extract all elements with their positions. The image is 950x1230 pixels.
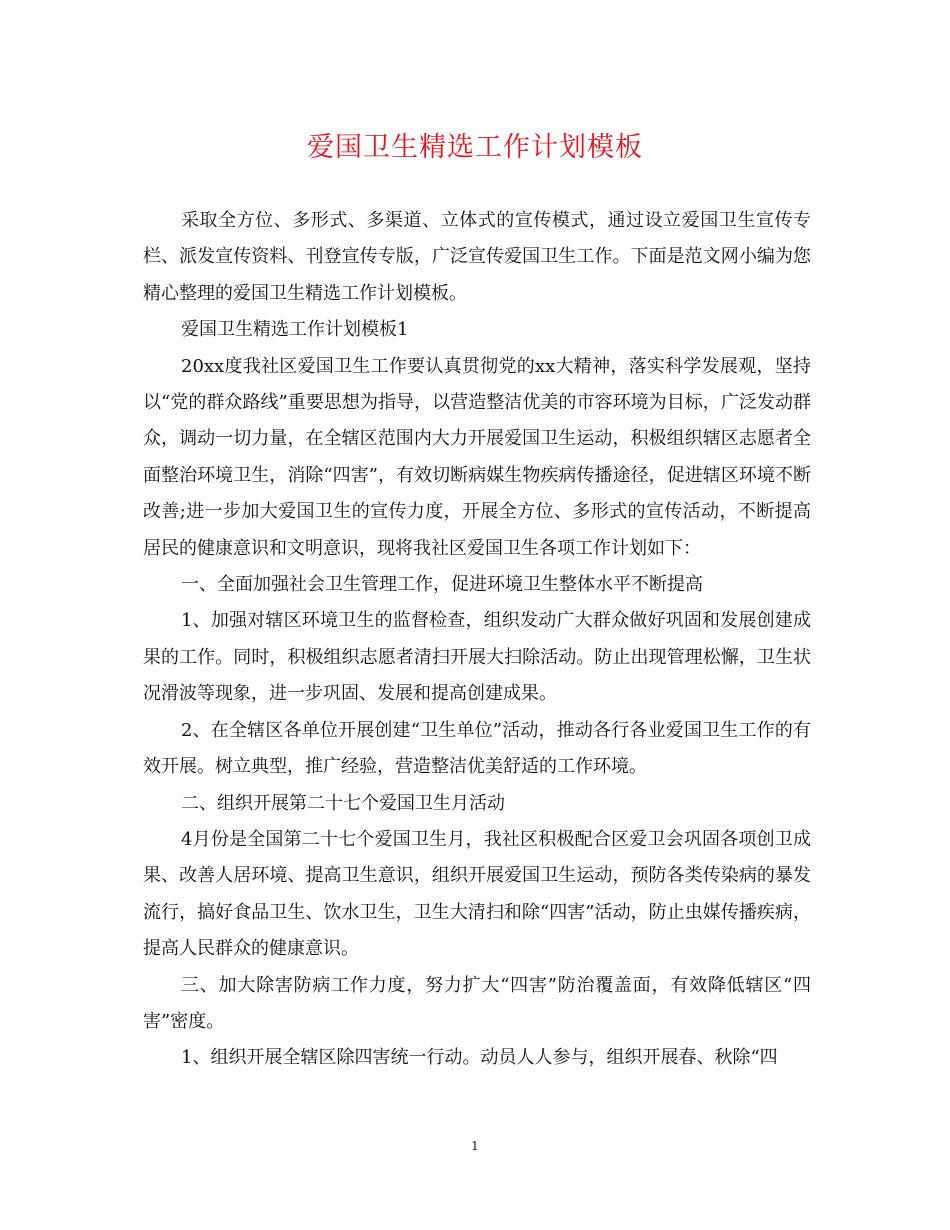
document-body (143, 203, 811, 1077)
paragraph-item-1-1: 1、加强对辖区环境卫生的监督检查，组织发动广大群众做好巩固和发展创建成果的工作。同时，积极组织志愿者清扫开展大扫除活动。防止出现管理松懈，卫生状况滑波等现象，进一步巩固、发展和提高创建成果。 (143, 610, 811, 705)
paragraph-template-heading: 爱国卫生精选工作计划模板1 (181, 319, 409, 341)
section-heading-1: 一、全面加强社会卫生管理工作，促进环境卫生整体水平不断提高 (181, 574, 703, 596)
paragraph-overview: 20xx度我社区爱国卫生工作要认真贯彻党的xx大精神，落实科学发展观，坚持以“党的群众路线”重要思想为指导，以营造整洁优美的市容环境为目标，广泛发动群众，调动一切力量，在全辖区范围内大力开展爱国卫生运动，积极组织辖区志愿者全面整治环境卫生，消除“四害”，有效切断病媒生物疾病传播途径，促进辖区环境不断改善;进一步加大爱国卫生的宣传力度，开展全方位、多形式的宣传活动，不断提高居民的健康意识和文明意识，现将我社区爱国卫生各项工作计划如下： (143, 355, 811, 559)
document-title: 爱国卫生精选工作计划模板 (307, 132, 643, 163)
section-heading-3: 三、加大除害防病工作力度，努力扩大“四害”防治覆盖面，有效降低辖区“四害”密度。 (143, 974, 811, 1032)
paragraph-item-1-2: 2、在全辖区各单位开展创建“卫生单位”活动，推动各行各业爱国卫生工作的有效开展。树立典型，推广经验，营造整洁优美舒适的工作环境。 (143, 719, 811, 778)
paragraph-intro: 采取全方位、多形式、多渠道、立体式的宣传模式，通过设立爱国卫生宣传专栏、派发宣传资料、刊登宣传专版，广泛宣传爱国卫生工作。下面是范文网小编为您精心整理的爱国卫生精选工作计划模板。 (143, 210, 811, 304)
paragraph-item-3-1: 1、组织开展全辖区除四害统一行动。动员人人参与，组织开展春、秋除“四 (181, 1047, 778, 1069)
paragraph-health-month: 4月份是全国第二十七个爱国卫生月，我社区积极配合区爱卫会巩固各项创卫成果、改善人居环境、提高卫生意识，组织开展爱国卫生运动，预防各类传染病的暴发流行，搞好食品卫生、饮水卫生，卫生大清扫和除“四害”活动，防止虫媒传播疾病，提高人民群众的健康意识。 (143, 828, 811, 960)
page-number: 1 (471, 1139, 479, 1153)
section-heading-2: 二、组织开展第二十七个爱国卫生月活动 (181, 792, 505, 814)
